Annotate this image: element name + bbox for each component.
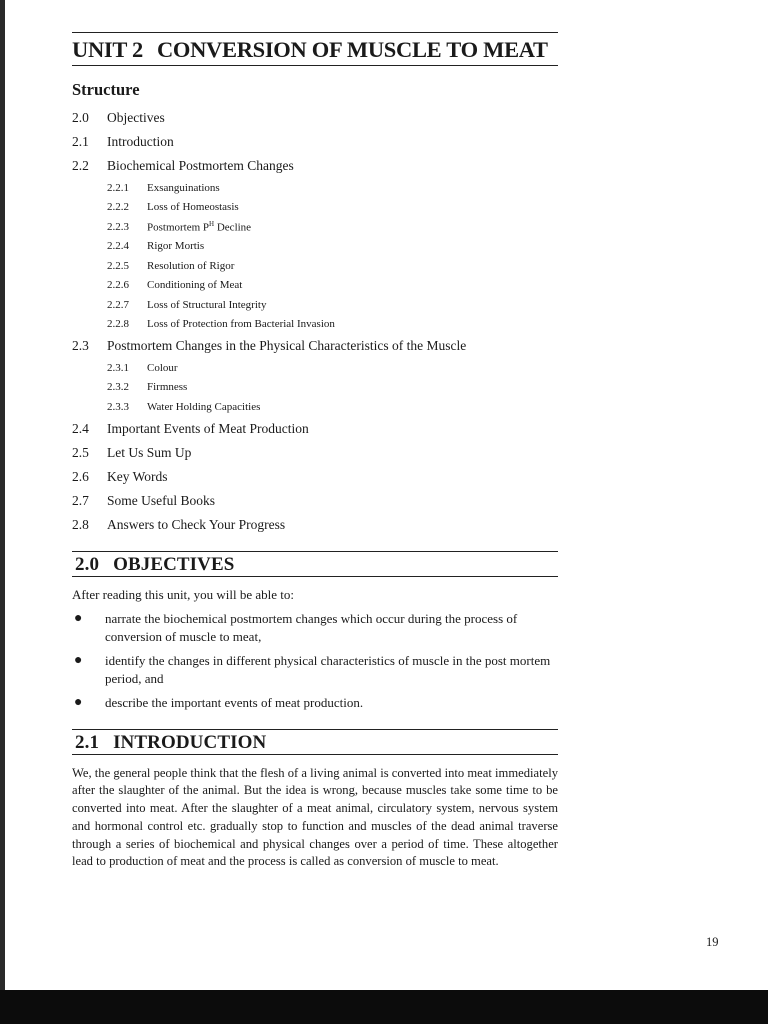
scan-bottom-edge bbox=[0, 990, 768, 1024]
objectives-title: OBJECTIVES bbox=[113, 553, 235, 575]
objectives-number: 2.0 bbox=[75, 553, 100, 575]
toc-entry bbox=[72, 154, 558, 178]
toc-subentry bbox=[72, 358, 558, 378]
toc-subentry bbox=[72, 237, 558, 257]
toc-entry-number: 2.4 bbox=[72, 420, 89, 436]
toc-entry-number: 2.5 bbox=[72, 444, 89, 460]
toc-entry-number: 2.3 bbox=[72, 338, 89, 353]
toc-subentry bbox=[72, 178, 558, 198]
toc-entry-number: 2.7 bbox=[72, 492, 89, 508]
introduction-heading bbox=[75, 732, 558, 754]
toc-subentry bbox=[72, 315, 558, 335]
toc-entry-label: Some Useful Books bbox=[107, 492, 215, 508]
toc-entry-label: Objectives bbox=[107, 110, 165, 125]
toc-entry-label: Answers to Check Your Progress bbox=[107, 516, 286, 532]
toc-subentry-label: Loss of Structural Integrity bbox=[147, 298, 267, 311]
page-edge-shadow bbox=[0, 0, 5, 1024]
page-content bbox=[72, 32, 558, 871]
unit-title-text: CONVERSION OF MUSCLE TO MEAT bbox=[156, 37, 548, 62]
toc-subentry-number: 2.2.6 bbox=[107, 279, 129, 292]
toc-entry-label: Biochemical Postmortem Changes bbox=[107, 158, 294, 173]
structure-heading: Structure bbox=[72, 80, 140, 99]
toc-subentry-number: 2.2.5 bbox=[107, 259, 129, 272]
toc-entry-number: 2.6 bbox=[72, 468, 89, 484]
toc-subentry-number: 2.2.3 bbox=[107, 220, 129, 233]
toc-subentry-label: Exsanguinations bbox=[147, 181, 220, 194]
toc-subentry-label: Loss of Protection from Bacterial Invasion bbox=[147, 318, 335, 331]
introduction-paragraph: We, the general people think that the flesh of a living animal is converted into meat immediately after the slaughter of the animal. But the idea is wrong, because muscles take some time to be converted into meat. After the slaughter of a meat animal, circulatory system, nervous system and hormonal control etc. gradually stop to function and muscles of the dead animal traverse through a series of biochemical and physical changes over a period of time. These altogether lead to production of meat and the process is called as conversion of muscle to meat. bbox=[72, 765, 558, 869]
toc-entry bbox=[72, 334, 558, 358]
toc-subentry-label bbox=[147, 220, 251, 234]
objective-bullet-item bbox=[72, 610, 558, 645]
bullet-dot-icon: ● bbox=[74, 653, 83, 668]
toc-subentry-label: Colour bbox=[147, 361, 178, 374]
toc-subentry-label: Rigor Mortis bbox=[147, 240, 205, 253]
toc-subentry-label: Firmness bbox=[147, 381, 188, 394]
toc-subentry-label: Resolution of Rigor bbox=[147, 259, 235, 272]
toc-entry-label: Let Us Sum Up bbox=[107, 444, 192, 460]
unit-number: UNIT 2 bbox=[72, 37, 143, 62]
toc-subentry bbox=[72, 397, 558, 417]
objective-bullet-item bbox=[72, 652, 558, 687]
introduction-number: 2.1 bbox=[75, 731, 100, 753]
unit-title-block bbox=[72, 32, 558, 66]
objective-bullet-item bbox=[72, 694, 558, 712]
toc-entry-number: 2.1 bbox=[72, 134, 89, 149]
objectives-list bbox=[72, 610, 558, 712]
toc-entry bbox=[72, 130, 558, 154]
toc-subentry bbox=[72, 378, 558, 398]
toc-subentry-number: 2.2.2 bbox=[107, 201, 129, 214]
toc-subentry bbox=[72, 217, 558, 237]
toc-entry-label: Key Words bbox=[107, 468, 168, 484]
objectives-intro: After reading this unit, you will be able to: bbox=[72, 586, 295, 602]
toc-subentry-label: Water Holding Capacities bbox=[147, 400, 261, 413]
toc-entry-label: Introduction bbox=[107, 134, 174, 149]
toc-entry bbox=[72, 441, 558, 465]
toc-subentry-number: 2.2.1 bbox=[107, 181, 129, 194]
toc-subentry bbox=[72, 276, 558, 296]
bullet-dot-icon: ● bbox=[74, 695, 83, 710]
toc-subentry-label-superscript: H bbox=[209, 219, 215, 228]
unit-title bbox=[72, 37, 558, 63]
toc-subentry-number: 2.3.3 bbox=[107, 400, 129, 413]
introduction-title: INTRODUCTION bbox=[113, 731, 267, 753]
toc-entry-label: Postmortem Changes in the Physical Characteristics of the Muscle bbox=[107, 338, 467, 353]
objective-bullet-text: identify the changes in different physical characteristics of muscle in the post mortem period, and bbox=[105, 653, 551, 686]
toc-subentry bbox=[72, 256, 558, 276]
page-number: 19 bbox=[706, 935, 719, 949]
objective-bullet-text: narrate the biochemical postmortem changes which occur during the process of conversion of muscle to meat, bbox=[105, 611, 518, 644]
toc-entry bbox=[72, 513, 558, 537]
toc-entry bbox=[72, 106, 558, 130]
toc-subentry-label-prefix: Postmortem P bbox=[147, 221, 210, 234]
objective-bullet-text: describe the important events of meat production. bbox=[105, 695, 364, 710]
toc-entry bbox=[72, 417, 558, 441]
table-of-contents bbox=[72, 106, 558, 537]
objectives-heading-block bbox=[72, 551, 558, 577]
toc-entry-label: Important Events of Meat Production bbox=[107, 420, 309, 436]
objectives-heading bbox=[75, 554, 558, 576]
toc-subentry-label: Conditioning of Meat bbox=[147, 279, 243, 292]
toc-subentry-label: Loss of Homeostasis bbox=[147, 201, 239, 214]
toc-entry-number: 2.2 bbox=[72, 158, 89, 173]
toc-subentry-number: 2.2.8 bbox=[107, 318, 129, 331]
toc-subentry-number: 2.3.1 bbox=[107, 361, 129, 374]
toc-subentry bbox=[72, 198, 558, 218]
toc-entry bbox=[72, 465, 558, 489]
toc-subentry-number: 2.2.7 bbox=[107, 298, 129, 311]
toc-subentry-label-suffix: Decline bbox=[214, 221, 252, 234]
introduction-heading-block bbox=[72, 729, 558, 755]
toc-subentry bbox=[72, 295, 558, 315]
bullet-dot-icon: ● bbox=[74, 611, 83, 626]
toc-subentry-number: 2.3.2 bbox=[107, 381, 129, 394]
toc-subentry-number: 2.2.4 bbox=[107, 240, 129, 253]
toc-entry bbox=[72, 489, 558, 513]
toc-entry-number: 2.8 bbox=[72, 516, 89, 532]
toc-entry-number: 2.0 bbox=[72, 110, 89, 125]
